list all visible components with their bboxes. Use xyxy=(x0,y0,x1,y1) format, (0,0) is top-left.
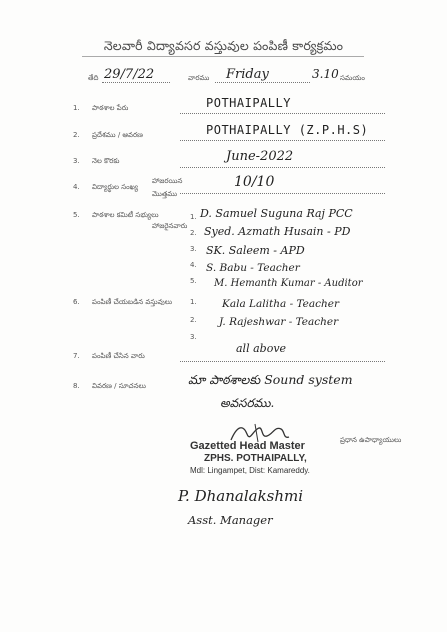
students-label: విద్యార్థుల సంఖ్య xyxy=(92,183,139,191)
row-dotline xyxy=(180,361,385,362)
committee-member: S. Babu - Teacher xyxy=(206,262,300,274)
row-number: 6. xyxy=(73,298,80,306)
date-value: 29/7/22 xyxy=(104,67,155,82)
committee-number: 3. xyxy=(190,245,197,253)
row-number: 7. xyxy=(73,352,80,360)
distributed-number: 3. xyxy=(190,333,197,341)
signatory-designation: Asst. Manager xyxy=(188,513,273,527)
row-number: 5. xyxy=(73,211,80,219)
distributed-item: J. Rajeshwar - Teacher xyxy=(219,316,339,328)
seal-address: Mdl: Lingampet, Dist: Kamareddy. xyxy=(190,466,310,475)
signatory-name: P. Dhanalakshmi xyxy=(178,487,304,505)
seal-school: ZPHS. POTHAIPALLY, xyxy=(204,453,307,464)
remarks-line-2: అవసరము. xyxy=(220,396,275,410)
title-underline xyxy=(82,56,364,57)
distributed-item: Kala Lalitha - Teacher xyxy=(222,298,340,310)
form-title: నెలవారీ విద్యావసర వస్తువుల పంపిణీ కార్యక్రమం xyxy=(103,38,344,53)
school-name-value: POTHAIPALLY xyxy=(206,96,291,110)
row-number: 1. xyxy=(73,104,80,112)
row-number: 3. xyxy=(73,157,80,165)
committee-label: పాఠశాల కమిటీ సభ్యులు xyxy=(92,211,159,219)
day-dotline xyxy=(215,82,310,83)
row-number: 4. xyxy=(73,183,80,191)
distributed-by-value: all above xyxy=(236,342,287,355)
students-total-label: మొత్తము xyxy=(152,190,178,198)
row-dotline xyxy=(180,193,385,194)
remarks-line-1: మా పాఠశాలకు Sound system xyxy=(188,372,353,387)
time-label: సమయం xyxy=(340,74,365,82)
row-dotline xyxy=(180,167,385,168)
month-value: June-2022 xyxy=(226,149,294,164)
month-label: నెల కొరకు xyxy=(92,157,120,165)
row-dotline xyxy=(180,140,385,141)
committee-number: 2. xyxy=(190,229,197,237)
distributed-label: పంపిణీ చేయబడిన వస్తువులు xyxy=(92,298,173,306)
row-number: 8. xyxy=(73,382,80,390)
location-label: ప్రదేశము / ఆవరణ xyxy=(92,131,143,139)
day-label: వారము xyxy=(188,74,210,82)
school-name-label: పాఠశాల పేరు xyxy=(92,104,129,112)
date-label: తేది xyxy=(88,74,99,82)
committee-number: 1. xyxy=(190,213,197,221)
committee-member: M. Hemanth Kumar - Auditor xyxy=(214,278,363,289)
row-dotline xyxy=(180,113,385,114)
committee-member: Syed. Azmath Husain - PD xyxy=(204,225,351,238)
students-count-value: 10/10 xyxy=(234,174,275,190)
committee-present-label: హాజరైనవారు xyxy=(152,222,188,230)
day-value: Friday xyxy=(226,67,269,82)
remarks-label: వివరణ / సూచనలు xyxy=(92,382,146,390)
committee-member: D. Samuel Suguna Raj PCC xyxy=(200,207,353,220)
students-present-label: హాజరయిన xyxy=(152,177,183,185)
date-dotline xyxy=(102,82,170,83)
distributed-number: 2. xyxy=(190,316,197,324)
location-value: POTHAIPALLY (Z.P.H.S) xyxy=(206,123,369,137)
committee-number: 5. xyxy=(190,277,197,285)
distributed-number: 1. xyxy=(190,298,197,306)
distributed-by-label: పంపిణీ చేసిన వారు xyxy=(92,352,145,360)
time-value: 3.10 xyxy=(312,67,339,81)
committee-member: SK. Saleem - APD xyxy=(206,244,305,257)
principal-label: ప్రధాన ఉపాధ్యాయులు xyxy=(340,436,402,444)
seal-title: Gazetted Head Master xyxy=(190,440,305,452)
row-number: 2. xyxy=(73,131,80,139)
committee-number: 4. xyxy=(190,261,197,269)
